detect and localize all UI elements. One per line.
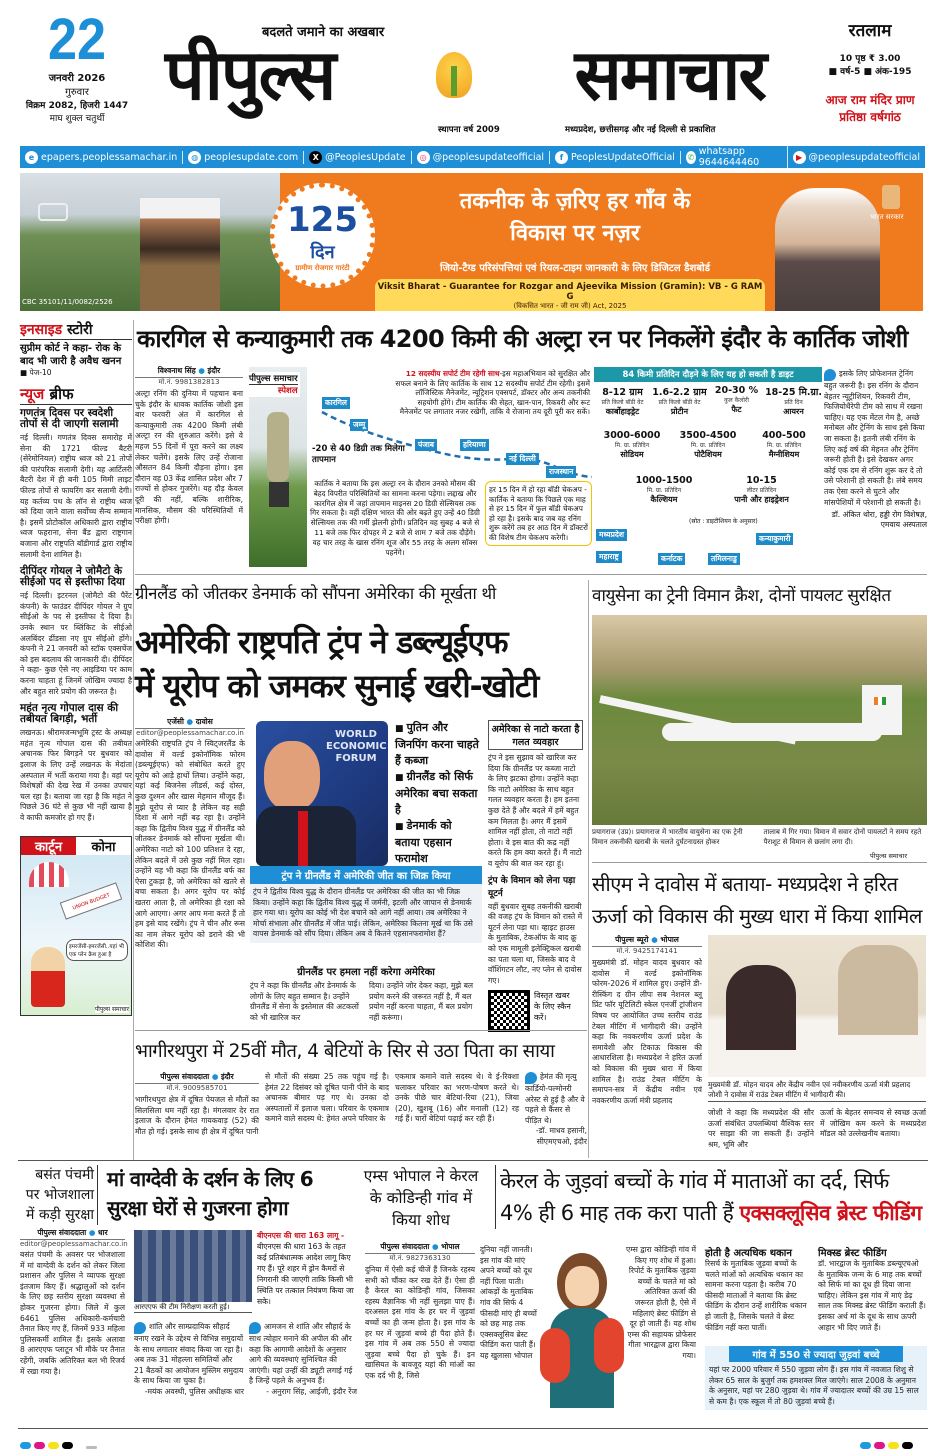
year-issue: ■ वर्ष-5 ■ अंक-195 [828,67,912,77]
diet-item: 1.6-2.2 ग्राम प्रति किलो बॉडी वेट प्रोटीन [652,387,707,416]
newspaper-logo [165,35,765,115]
qr-caption: विस्तृत खबर के लिए स्कैन करें। [534,991,571,1023]
brief-title: दीपिंदर गोयल ने जोमैटो के सीईओ पद से इस्तीफा दिया [20,565,125,589]
logo-left: पीपुल्स [165,34,335,116]
ad-banner[interactable] [20,173,923,311]
social-link-youtube[interactable]: ▶ @peoplesupdateofficial [788,151,925,164]
route-stop-mp: मध्यप्रदेश [596,529,627,541]
inside-story-text[interactable]: सुप्रीम कोर्ट ने कहा- रोक के बाद भी जारी है अवैध खनन [20,343,122,367]
125-days-badge: 125 दिन ग्रामीण रोजगार गारंटी [270,183,375,288]
cm-cols: जोशी ने कहा कि मध्यप्रदेश की सौर ऊर्जा संबंधित उपलब्धियां वैश्विक स्तर पर साझा की जा सकती हैं। उन्होंने श्रम, भूमि और ऊर्जा के बेहतर समन्वय से स्वच्छ ऊर्जा में जोखिम कम करने के मध्यप्रदेश मॉडल को उल्लेखनीय बताया। [708,1108,926,1149]
divider [135,1030,587,1031]
trump-band-title: ट्रंप ने ग्रीनलैंड में अमेरिकी जीत का जिक्र किया [250,866,482,884]
team-note: 12 सदस्यीय सपोर्ट टीम रहेगी साथ-इस महाअभियान को सुरक्षित और सफल बनाने के लिए कार्तिक के साथ 12 सदस्यीय सपोर्ट टीम रहेगी। इसमें लॉजिस्टिक मैनेजमेंट, न्यूट्रिशन एक्सपर्ट, डॉक्टर और अन्य तकनीकी सहयोगी होंगे। टीम कार्तिक की सेहत, खान-पान, रिकवरी और रूट मैनेजमेंट पर लगातार नजर रखेगी, ताकि वे रोजाना तय दूरी पूरी कर सकें। [395,369,590,416]
speech-bubble: इमरजेंसी-इमरजेंसी..यहां भी एक प्लेन क्रैश हुआ है [66,939,128,961]
registration-marks-left [20,1434,100,1453]
social-special-logo: पीपुल्स समाचार स्पेशल [249,374,298,396]
vagdevi-headline[interactable]: मां वाग्देवी के दर्शन के लिए 6 सुरक्षा घेरों से गुजरना होगा [107,1167,314,1220]
kargil-headline[interactable]: कारगिल से कन्याकुमारी तक 4200 किमी की अल्ट्रा रन पर निकलेंगे इंदौर के कार्तिक जोशी [137,325,908,353]
registration-marks-right [860,1434,916,1453]
brief-text: नई दिल्ली। गणतंत्र दिवस समारोह में सेना की 1721 फील्ड बैटरी (सेरेमोनियल) राष्ट्रीय ध्वज को 21 तोपों की पारंपरिक सलामी देगी। यह आर्टिलरी बैटरी देश में ही बनी 105 मिमी लाइट फील्ड तोपों से फायरिंग कर सलामी देगी। यह कर्तव्य पथ के लॉन से राष्ट्रीय ध्वज को दिया जाने वाला सर्वोच्च सैन्य सम्मान है। इसमें प्रोटोकॉल अधिकारी द्वारा राष्ट्रीय ध्वज फहराना, सेना बैंड द्वारा राष्ट्रगान बजाना और राष्ट्रपति बॉडीगार्ड द्वारा राष्ट्रीय सलामी देना शामिल है। [20,433,132,559]
edition-city: रतलाम [848,21,892,41]
diet-item: 10-15 लीटर प्रतिदिन पानी और हाइड्रेशन [734,475,789,504]
cartoon-credit: पीपुल्स समाचार [94,1005,129,1013]
facebook-icon: f [555,151,568,164]
emblem-icon [882,185,900,209]
twins-count-box: गांव में 550 से ज्यादा जुड़वां बच्चे यहां पर 2000 परिवार में 550 जुड़वा लोग हैं। इस गांव में नवजात शिशु से लेकर 65 साल के बुजुर्ग तक हमशक्ल मिल जाएंगे। साल 2008 के अनुमान के अनुसार, यहां पर 280 जुड़वा थे। गांव में ज्यादातर बच्चों की उम्र 15 साल से कम है। एक स्कूल में तो 80 जुड़वां बच्चे हैं। [705,1346,927,1410]
masthead [0,0,945,145]
date-calendar: विक्रम 2082, हिजरी 1447 [25,101,129,111]
instagram-icon: ◎ [417,151,430,164]
runner-photo [249,367,307,567]
brief-text: नई दिल्ली। इटरनल (जोमैटो की पैरेंट कंपनी) के फाउंडर दीपिंदर गोयल ने ग्रुप सीईओ के पद से इस्तीफा दे दिया है। उनके स्थान पर ब्लिंकिट के सीईओ अलबिंदर ढींडसा नए ग्रुप सीईओ होंगे। कंपनी ने 21 जनवरी को स्टॉक एक्सचेंज को इस बदलाव की जानकारी दी। दीपिंदर ने कहा- कुछ ऐसे नए आइडिया पर काम करना चाहता हूं जिनमें जोखिम ज्यादा है और बहुत सारे प्रयोग की जरूरत है। [20,591,132,696]
date-block [22,7,132,124]
sp-quote: शांति और साम्प्रदायिक सौहार्द बनाए रखने के उद्देश्य से विभिन्न समुदायों के साथ लगातार संवाद किया जा रहा है। अब तक 31 मोहल्ला समितियों और 21 बैठकों का आयोजन मुस्लिम समुदाय के साथ किया जा चुका है। -मयंक अवस्थी, पुलिस अधीक्षक धार [134,1322,244,1396]
anniversary-note-2: प्रतिष्ठा वर्षगांठ [839,110,901,124]
social-link-whatsapp[interactable]: ✆ whatsapp 9644644460 [681,146,788,168]
route-south [596,529,816,569]
route-stop-punjab: पंजाब [415,439,437,451]
divider [18,1160,928,1161]
route-stop-tamilnadu: तमिलनाडु [708,553,740,565]
logo-right: समाचार [574,34,765,116]
brief-title: महंत नृत्य गोपाल दास की तबीयत बिगड़ी, भर्ती [20,702,119,726]
trump-sub2: ग्रीनलैंड पर हमला नहीं करेगा अमेरिका ट्रंप ने कहा कि ग्रीनलैंड और डेनमार्क के लोगों के लिए बहुत सम्मान है। उन्होंने ग्रीनलैंड में सेना के इस्तेमाल की अटकलों को भी खारिज कर दिया। उन्होंने जोर देकर कहा, मुझे बल प्रयोग करने की जरूरत नहीं है, मैं बल प्रयोग नहीं करना चाहता, मैं बल प्रयोग नहीं करूंगा। [250,967,474,1022]
checkup-box: हर 15 दिन में हो रहा बॉडी चेकअप - कार्तिक ने बताया कि पिछले एक माह से हर 15 दिन में फुल बॉडी चेकअप हो रहा है। इसके बाद जब वह रनिंग शुरू करेंगे तब हर आठ दिन में डॉक्टरों की विशेष टीम चेकअप करेगी। [485,481,592,546]
tagline: बदलते जमाने का अखबार [262,25,385,40]
anniversary-note-1: आज राम मंदिर प्राण [825,93,915,107]
kerala-main-col: पीपुल्स संवाददाता ● भोपाल मो.नं. 9827363130 दुनिया में ऐसी कई चीजें हैं जिनके रहस्य सभी को चौंका कर रख देते हैं। ऐसा ही है केरल का कोडिन्ही गांव, जिसका रहस्य वैज्ञानिक भी नहीं सुलझा पाए हैं। दरअसल इस गांव के हर घर में जुड़वां बच्चों का ही जन्म होता है। इस गांव के हर घर में जुड़वां बच्चे ही पैदा होते हैं। इस गांव में अब तक 550 से ज्यादा जुड़वा बच्चे पैदा हो चुके हैं। इन खासियत के बावजूद यहां की मांओं का एक दर्द भी है, जिसे [365,1242,475,1380]
quote-icon [134,1322,146,1334]
divider [592,862,927,863]
diet-title: 84 किमी प्रतिदिन दौड़ने के लिए यह हो सकती है डाइट [594,367,822,382]
trump-main-col: एजेंसी ● दावोस editor@peoplessamachar.co.in अमेरिकी राष्ट्रपति ट्रंप ने स्विट्जरलैंड के दावोस में वर्ल्ड इकोनॉमिक फोरम (डब्ल्यूईएफ) को संबोधित करते हुए यूरोप को आड़े हाथों लिया। उन्होंने कहा, यहां कई बिजनेस लीडर्स, कई दोस्त, कुछ दुश्मन और खास मेहमान मौजूद हैं। मुझे यूरोप से प्यार है लेकिन वह सही दिशा में आगे नहीं बढ़ रहा है। उन्होंने कहा कि द्वितीय विश्व युद्ध में ग्रीनलैंड को जीतकर डेनमार्क को सौंपना मूर्खता थी। अमेरिका नाटो को 100 प्रतिशत दे रहा, लेकिन बदले में उसे कुछ नहीं मिल रहा। उन्होंने यह भी कहा कि ग्रीनलैंड बर्फ का ऐसा टुकड़ा है, जो अमेरिका को खतरे से बचा सकता है। अगर यूरोप पर कोई खतरा आता है, तो अमेरिका ही रक्षा को आगे आएगा। अगर आप मना करते हैं तो हम इसे याद रखेंगे। ट्रंप ने चीन और रूस का नाम लेकर यूरोप को डराने की भी कोशिश की। [135,717,245,950]
plane-crash-photo [592,615,927,825]
route-stop-kanyakumari: कन्याकुमारी [756,533,793,545]
route-stop-maharashtra: महाराष्ट्र [596,551,622,563]
mother-twins-illustration [540,1248,624,1408]
kerala-headline[interactable]: केरल के जुड़वां बच्चों के गांव में माताओं का दर्द, सिर्फ 4% ही 6 माह तक करा पाती हैं एक्सक्लूसिव ब्रेस्ट फीडिंग [495,1165,927,1229]
cm-main-col: पीपुल्स ब्यूरो ● भोपाल मो.नं. 9425174141 मुख्यमंत्री डॉ. मोहन यादव बुधवार को दावोस में वर्ल्ड इकोनॉमिक फोरम-2026 में शामिल हुए। उन्होंने डी-रीस्किंग द ग्रीन लीपः सब नेशनल ब्लू प्रिंट फॉर यूटिलिटी स्केल एनर्जी ट्रांजीशन विषय पर आयोजित उच्च स्तरीय राउंड टेबल मीटिंग में भागीदारी की। उन्होंने कहा कि नवकरणीय ऊर्जा प्रदेश के समावेशी और टिकाऊ विकास की आधारशिला है। मध्यप्रदेश ने हरित ऊर्जा को विकास की मुख्य धारा में किया शामिल है। राउंड टेबल मीटिंग के समापन-सत्र में केंद्रीय नवीन एवं नवकरणीय ऊर्जा मंत्री प्रहलाद [592,935,702,1105]
kargil-body: अल्ट्रा रनिंग की दुनिया में पहचान बना चुके इंदौर के धावक कार्तिक जोशी इस बार फरवरी अंत में कारगिल से कन्याकुमारी तक 4200 किमी लंबी अल्ट्रा रन की शुरुआत करेंगे। इसे वे महज 55 दिनों में पूरा करने का लक्ष्य लेकर चलेंगे। इसके लिए उन्हें रोजाना औसतन 84 किमी दौड़ना होगा। इस दौरान वह 03 केंद्र शासित प्रदेश और 7 राज्यों से होकर गुजरेंगे। यह दौड़ केवल दूरी की नहीं, बल्कि शारीरिक, मानसिक, मौसम की परिस्थितियों में परीक्षा होगी। [135,389,243,526]
founded-year: स्थापना वर्ष 2009 [438,125,500,135]
published-from: मध्यप्रदेश, छत्तीसगढ़ और नई दिल्ली से प्रकाशित [565,125,716,135]
diet-item: 3000-6000 मि. ग्रा. प्रतिदिन सोडियम [603,430,661,459]
social-link-x[interactable]: X @PeoplesUpdate [304,151,411,164]
inside-story-page: ■ पेज-10 [20,368,52,377]
expert-name: डॉ. अंकित थोरा, हड्डी रोग विशेषज्ञ, एमवाय अस्पताल [831,510,927,530]
cm-headline[interactable]: सीएम ने दावोस में बताया- मध्यप्रदेश ने हरित ऊर्जा को विकास की मुख्य धारा में किया शामिल [592,872,922,928]
left-column [20,320,132,1160]
brief-text: लखनऊ। श्रीरामजन्मभूमि ट्रस्ट के अध्यक्ष महंत नृत्य गोपाल दास की तबीयत अचानक फिर बिगड़ने पर बुधवार को इलाज के लिए उन्हें लखनऊ के मेदांता अस्पताल में भर्ती कराया गया है। वहां पर विशेषज्ञों की देख रेख में उनका उपचार चल रहा है। बताया जा रहा है कि महंत ने पिछले 36 घंटे से कुछ भी नहीं खाया है वे काफी कमजोर हो गए हैं। [20,728,132,822]
bhagirath-cols: पीपुल्स संवाददाता ● इंदौर मो.नं. 9009585701 भागीरथपुरा क्षेत्र में दूषित पेयजल से मौतों का सिलसिला थम नहीं रहा है। मंगलवार देर रात इलाज के दौरान हेमंत गायकवाड़ (52) की मौत हो गई। इसके साथ ही क्षेत्र में दूषित पानी से मौतों की संख्या 25 तक पहुंच गई है। हेमंत 22 दिसंबर को दूषित पानी पीने के बाद अचानक बीमार पड़ गए थे। उनका दो अस्पतालों में इलाज चला। परिवार के एकमात्र कमाने वाले सदस्य थे: हेमंत अपने परिवार के एकमात्र कमाने वाले सदस्य थे। वे ई-रिक्शा चलाकर परिवार का भरण-पोषण करते थे। उनके पीछे चार बेटियां-रिया (21), जिया (20), खुशबू (16) और मनाली (12) रह गई हैं। चारों बेटियां पढ़ाई कर रही हैं। हेमंत की मृत्यु कार्डियो-पल्मोनरी अरेस्ट से हुई है और वे पहले से कैंसर से पीड़ित थे। -डॉ. माधव हसानी, सीएमएचओ, इंदौर [135,1072,587,1146]
pages-price: 10 पृष्ठ ₹ 3.00 [839,54,901,64]
kerala-kicker: एम्स भोपाल ने केरल के कोडिन्ही गांव में किया शोध [363,1167,479,1229]
trump-headline[interactable]: अमेरिकी राष्ट्रपति ट्रंप ने डब्ल्यूईएफ में यूरोप को जमकर सुनाई खरी-खोटी [135,623,539,705]
farmer-figure [140,198,220,311]
mixed-feeding-box: मिक्स्ड ब्रेस्ट फीडिंग डॉ. भारद्वाज के मुताबिक डब्ल्यूएचओ के मुताबिक जन्म के 6 माह तक बच्चों को सिर्फ मां का दूध ही दिया जाना चाहिए। लेकिन इस गांव में माएं डेढ़ साल तक मिक्स्ड ब्रेस्ट फीडिंग कराती हैं। इसका अर्थ मां के दूध के साथ ऊपरी आहार भी दिए जाते हैं। [818,1248,926,1332]
diet-item: 18-25 मि.ग्रा. प्रति दिन आयरन [765,387,822,416]
kargil-expert-quote: इसके लिए प्रोफेशनल ट्रेनिंग बहुत जरूरी है। इस रनिंग के दौरान बेहतर न्यूट्रीशियन, रिकवरी टीम, फिजियोथैरेपी टीम को साथ में रखना चाहिए। यह एक मेंटल गेम है, अच्छे मनोबल और ट्रेनिंग के साथ इसे किया जा सकता है। इतनी लंबी रनिंग के लिए कई वर्ष की मेहनत और ट्रेनिंग जरूरी होती है। इसे देखकर अगर कोई एक दम से रनिंग शुरू कर दे तो उसे परेशानी हो सकती है। लंबे समय तक ऐसा करने से घुटने और मांसपेशियों में परेशानी हो सकती है। डॉ. अंकित थोरा, हड्डी रोग विशेषज्ञ, एमवाय अस्पताल [824,369,927,530]
column-divider [588,580,589,1158]
ad-headline-2: विकास पर नज़र [510,221,640,246]
social-link-epaper[interactable]: e epapers.peoplessamachar.in [20,151,183,164]
kargil-byline: विश्वनाथ सिंह ● इंदौर मो.नं. 9981382813 अल्ट्रा रनिंग की दुनिया में पहचान बना चुके इंदौर के धावक कार्तिक जोशी इस बार फरवरी अंत में कारगिल से कन्याकुमारी तक 4200 किमी लंबी अल्ट्रा रन की शुरुआत करेंगे। इसे वे महज 55 दिनों में पूरा करने का लक्ष्य लेकर चलेंगे। इसके लिए उन्हें रोजाना औसतन 84 किमी दौड़ना होगा। इस दौरान वह 03 केंद्र शासित प्रदेश और 7 राज्यों से होकर गुजरेंगे। यह दौड़ केवल दूरी की नहीं, बल्कि शारीरिक, मानसिक, मौसम की परिस्थितियों में परीक्षा होगी। [135,366,243,526]
route-stop-kargil: कारगिल [322,397,350,409]
trump-kicker: ग्रीनलैंड को जीतकर डेनमार्क को सौंपना अमेरिका की मूर्खता थी [135,584,496,603]
diet-item: 1000-1500 मि. ग्रा. प्रतिदिन कैल्शियम [635,475,693,504]
trump-body: अमेरिकी राष्ट्रपति ट्रंप ने स्विट्जरलैंड के दावोस में वर्ल्ड इकोनॉमिक फोरम (डब्ल्यूईएफ) को संबोधित करते हुए यूरोप को आड़े हाथों लिया। उन्होंने कहा, यहां कई बिजनेस लीडर्स, कई दोस्त, कुछ दुश्मन और खास मेहमान मौजूद हैं। मुझे यूरोप से प्यार है लेकिन वह सही दिशा में आगे नहीं बढ़ रहा है। उन्होंने कहा कि द्वितीय विश्व युद्ध में ग्रीनलैंड को जीतकर डेनमार्क को सौंपना मूर्खता थी। अमेरिका नाटो को 100 प्रतिशत दे रहा, लेकिन बदले में उसे कुछ नहीं मिल रहा। उन्होंने यह भी कहा कि ग्रीनलैंड बर्फ का ऐसा टुकड़ा है, जो अमेरिका को खतरे से बचा सकता है। अगर यूरोप पर कोई खतरा आता है, तो अमेरिका ही रक्षा को आगे आएगा। अगर आप मना करते हैं तो हम इसे याद रखेंगे। ट्रंप ने चीन और रूस का नाम लेकर यूरोप को डराने की भी कोशिश की। [135,739,245,950]
govt-label: भारत सरकार [870,213,904,221]
ad-scheme-box: Viksit Bharat - Guarantee for Rozgar and Ajeevika Mission (Gramin): VB - G RAM G (विकसित भारत - जी राम जी) Act, 2025 [375,279,765,311]
divider [135,574,927,575]
parachute-drawing [29,862,69,887]
quote-icon [249,1322,261,1334]
pm-photo [775,188,880,311]
social-bar [20,146,925,168]
pen-emblem-icon [436,52,472,98]
cartoon-label-2: कोना [76,837,131,855]
cm-davos-photo [708,935,926,1077]
trump-bullets: ■ पुतिन और जिनपिंग करना चाहते हैं कब्जा ■ ग्रीनलैंड को सिर्फ अमेरिका बचा सकता है ■ डेनमार्क को बताया एहसान फरामोश [395,720,480,867]
route-stop-rajasthan: राजस्थान [546,466,576,478]
cm-photo-caption: मुख्यमंत्री डॉ. मोहन यादव और केंद्रीय नवीन एवं नवीकरणीय ऊर्जा मंत्री प्रहलाद जोशी ने दावोस में राउंड टेबल मीटिंग में भागीदारी की। [708,1080,926,1102]
ig-quote: आमजन से शांति और सौहार्द के साथ त्योहार मनाने की अपील की और कहा कि आगामी आदेशों के अनुसार आगे की व्यवस्थाएं सुनिश्चित की जाएंगी। यहां उन्हीं की ड्यूटी लगाई गई है जिन्हें पहले के अनुभव हैं। - अनुराग सिंह, आईजी, इंदौर रेंज [249,1322,357,1396]
diet-item: 8-12 ग्राम प्रति किलो बॉडी वेट कार्बोहाइड्रेट [601,387,644,416]
brief-title: गणतंत्र दिवस पर स्वदेशी तोपों से दी जाएगी सलामी [20,407,119,431]
vagdevi-main-col: पीपुल्स संवाददाता ● धार editor@peoplessamachar.co.in बसंत पंचमी के अवसर पर भोजशाला में मां वाग्देवी के दर्शन को लेकर जिला प्रशासन और पुलिस ने व्यापक सुरक्षा इंतजाम किए हैं। श्रद्धालुओं को दर्शन के लिए छह स्तरीय सुरक्षा व्यवस्था से होकर गुजरना होगा। जिले में कुल 6461 पुलिस अधिकारी-कर्मचारी तैनात किए गए हैं, जिनमें 933 महिला पुलिसकर्मी शामिल हैं। इसके अलावा 8 आरएएफ प्लाटून भी मौके पर तैनात रहेंगी, जबकि अतिरिक्त बल भी रिजर्व में रखा गया है। [20,1228,128,1376]
temperature-title: -20 से 40 डिग्री तक मिलेगा तापमान [312,444,405,465]
route-stop-haryana: हरियाणा [460,439,489,451]
trump-band-box: ट्रंप ने ग्रीनलैंड में अमेरिकी जीत का जिक्र किया ट्रंप ने द्वितीय विश्व युद्ध के दौरान ग्रीनलैंड पर अमेरिका की जीत का भी जिक्र किया। उन्होंने कहा कि द्वितीय विश्व युद्ध में जर्मनी, इटली और जापान से डेनमार्क हार गया था। यूरोप का कोई भी देश बचाने को आगे नहीं आया। तब अमेरिका ने मोर्चा संभाला और ग्रीनलैंड में जीत पाई। लेकिन, अमेरिका कितना मूर्ख था कि उसे वापस डेनमार्क को सौंप दिया। लेकिन अब वे कितने एहसानफरामोश हैं? [250,866,482,943]
plane-headline[interactable]: वायुसेना का ट्रेनी विमान क्रैश, दोनों पायलट सुरक्षित [592,586,891,606]
social-link-website[interactable]: ◍ peoplesupdate.com [183,151,304,164]
vagdevi-kicker: बसंत पंचमी पर भोजशाला में कड़ी सुरक्षा [20,1165,98,1225]
drone-icon [38,203,68,221]
nato-box: अमेरिका से नाटो करता है गलत व्यवहार ट्रंप ने इस सुझाव को खारिज कर दिया कि ग्रीनलैंड पर कब्जा नाटो के लिए झटका होगा। उन्होंने कहा कि नाटो अमेरिका के साथ बहुत गलत व्यवहार करता है। हम इतना कुछ देते हैं और बदले में हमें बहुत कम मिलता है। अगर मैं इसमें शामिल नहीं होता, तो नाटो नहीं होता। वे इस बात की कद्र नहीं करते कि हम क्या करते हैं। मैं नाटो व यूरोप की बात कर रहा हूं। ट्रंप के विमान को लेना पड़ा यूटर्न वहीं बुधवार सुबह तकनीकी खराबी की वजह ट्रंप के विमान को रास्ते में यूटर्न लेना पड़ा था। व्हाइट हाउस के मुताबिक, टेकऑफ के बाद क्रू को एक मामूली इलेक्ट्रिकल खराबी का पता चला था, जिसके बाद वे वॉशिंगटन लौट, नए प्लेन से दावोस गए। विस्तृत खबर के लिए स्कैन करें। [488,720,583,1032]
column-divider [133,320,134,1160]
route-stop-karnataka: कर्नाटक [658,553,685,565]
temperature-text: कार्तिक ने बताया कि इस अल्ट्रा रन के दौरान उनको मौसम की बेहद विपरीत परिस्थितियों का सामना करना पड़ेगा। लद्दाख और कारगिल क्षेत्र में जहां तापमान माइनस 20 डिग्री सेल्सियस तक गिर सकता है। वहीं दक्षिण भारत की ओर बढ़ते हुए उन्हें 40 डिग्री सेल्सियस तक की गर्मी झेलनी होगी। प्रतिदिन वह सुबह 4 बजे से 11 बजे तक फिर दोपहर में 2 बजे से शाम 7 बजे तक दौड़ेंगे। वह चार तरह के खास रनिंग शूज और 55 तरह के अलग सॉक्स पहनेंगे। [310,479,480,557]
kerala-col3: एम्स द्वारा कोडिन्ही गांव में किए गए शोध में हुआ। रिपोर्ट के मुताबिक जुड़वा बच्चों के चलते मां को अतिरिक्त ऊर्जा की जरूरत होती है, ऐसे में महिलाएं ब्रेस्ट फीडिंग से दूर हो जाती हैं। यह शोध एम्स की सहायक प्रोफेसर गीता भारद्वाज द्वारा किया गया। [626,1245,696,1360]
date-tithi: माघ शुक्ल चतुर्थी [49,114,105,124]
diet-item: 400-500 मि. ग्रा. प्रतिदिन मैग्नीशियम [762,430,806,459]
youtube-icon: ▶ [793,151,806,164]
qr-code[interactable] [488,990,530,1032]
raf-caption: आरएएफ की टीम निरीक्षण करती हुई। [134,1303,252,1313]
bns-note: बीएनएस की धारा 163 लागू - बीएनएस की धारा 163 के तहत कई प्रतिबंधात्मक आदेश लागू किए गए हैं। पूरे शहर में ड्रोन कैमरों से निगरानी की जाएगी ताकि किसी भी स्थिति पर तत्काल नियंत्रण किया जा सके। [257,1231,354,1306]
ad-headline-1: तकनीक के ज़रिए हर गाँव के [459,189,691,214]
ad-subtext: जियो-टैग्ड परिसंपत्तियां एवं रियल-टाइम जानकारी के लिए डिजिटल डैशबोर्ड [440,263,710,274]
cartoon-plane: UNION BUDGET [60,882,123,919]
e-paper-icon: e [25,151,38,164]
cartoon-box [20,836,132,1016]
social-link-instagram[interactable]: ◎ @peoplesupdateofficial [412,151,550,164]
route-stop-jammu: जम्मू [350,419,368,431]
raf-photo [134,1230,252,1302]
route-stop-delhi: नई दिल्ली [506,453,539,465]
inside-story-label: इनसाइड स्टोरी [20,320,132,340]
whatsapp-icon: ✆ [687,152,695,162]
x-icon: X [309,151,322,164]
social-link-facebook[interactable]: f PeoplesUpdateOfficial [550,151,681,164]
trump-photo: WORLD ECONOMIC FORUM [256,721,388,866]
diet-source: (स्रोत : डाइटीशियन के अनुसार) [689,518,758,525]
cartoon-man [31,947,65,1007]
diet-item: 20-30 % कुल कैलोरी फैट [714,385,759,414]
quote-icon [824,369,836,381]
footer-rule [18,1428,928,1429]
plane-caption: प्रयागराज (उप्र)। प्रयागराज में भारतीय वायुसेना का एक ट्रेनी विमान तकनीकी खराबी के चलते दुर्घटनाग्रस्त होकर तालाब में गिर गया। विमान में सवार दोनों पायलटों ने समय रहते पैराशूट से विमान से छलांग लगा दी। [592,828,922,846]
fatigue-box: होती है अत्यधिक थकान रिसर्च के मुताबिक जुड़वा बच्चों के चलते मांओं को अत्यधिक थकान का सामना करना पड़ता है। करीब 70 फीसदी माताओं ने बताया कि ब्रेस्ट फीडिंग के दौरान उन्हें शारीरिक थकान हो जाती है, जिसके चलते वे ब्रेस्ट फीडिंग नहीं करा पातीं। [705,1248,807,1332]
route-map [310,367,592,567]
ad-code: CBC 35101/11/0082/2526 [22,298,113,306]
diet-chart [594,367,822,527]
bhagirath-headline[interactable]: भागीरथपुरा में 25वीं मौत, 4 बेटियों के सिर से उठा पिता का साया [135,1041,555,1062]
quote-icon [525,1072,537,1084]
globe-icon: ◍ [188,151,201,164]
right-info [800,18,940,125]
date-weekday: गुरुवार [65,87,89,98]
kerala-col2: दुनिया नहीं जानती। इस गांव की मांएं अपने बच्चों को दूध नहीं पिला पाती। आंकड़ों के मुताबिक गांव की सिर्फ 4 फीसदी मांएं ही बच्चों को छह माह तक एक्सक्लूसिव ब्रेस्ट फीडिंग करा पाती हैं। यह खुलासा भोपाल [480,1245,537,1360]
diet-item: 3500-4500 मि. ग्रा. प्रतिदिन पोटैशियम [679,430,737,459]
cartoon-label-1: कार्टून [21,837,76,855]
photo-credit: पीपुल्स समाचार [870,852,907,860]
news-brief-label: न्यूज ब्रीफ [20,384,132,405]
date-month: जनवरी 2026 [48,73,106,84]
date-day: 22 [47,7,107,72]
